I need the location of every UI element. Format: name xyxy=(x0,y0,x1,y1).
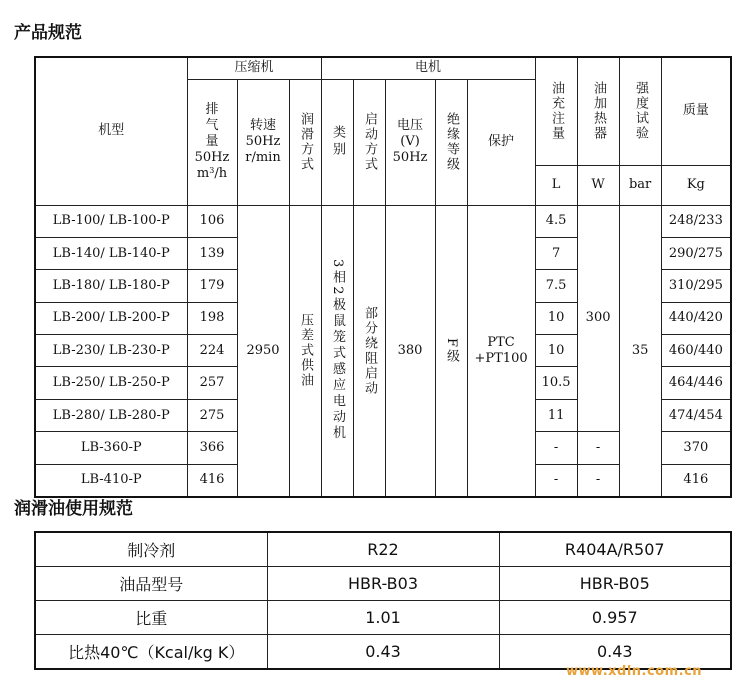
cell-weight: 440/420 xyxy=(661,302,731,334)
cell-model: LB-280/ LB-280-P xyxy=(35,399,187,431)
oil-row-label: 制冷剂 xyxy=(35,532,267,567)
oil-cell-r22: 0.43 xyxy=(267,635,499,670)
cell-oil-charge: - xyxy=(535,432,577,464)
cell-oil-heater: 300 xyxy=(577,205,619,432)
oil-cell-r404a: 0.957 xyxy=(499,601,731,635)
oil-cell-r404a: 0.43 xyxy=(499,635,731,670)
cell-start-method: 部分绕阻启动 xyxy=(353,205,385,497)
cell-model: LB-180/ LB-180-P xyxy=(35,270,187,302)
cell-weight: 460/440 xyxy=(661,335,731,367)
unit-weight: Kg xyxy=(661,165,731,205)
oil-cell-r404a: R404A/R507 xyxy=(499,532,731,567)
spec-section-title: 产品规范 xyxy=(14,23,82,43)
header-voltage: 电压 (V) 50Hz xyxy=(385,79,435,205)
header-motor-type: 类别 xyxy=(321,79,353,205)
header-oil-charge: 油充注量 xyxy=(535,57,577,165)
cell-displacement: 257 xyxy=(187,367,237,399)
cell-speed: 2950 xyxy=(237,205,289,497)
cell-weight: 310/295 xyxy=(661,270,731,302)
oil-cell-r22: 1.01 xyxy=(267,601,499,635)
header-start-method: 启动方式 xyxy=(353,79,385,205)
header-model: 机型 xyxy=(35,57,187,205)
cell-displacement: 416 xyxy=(187,464,237,497)
cell-motor-type: 3相2极鼠笼式感应电动机 xyxy=(321,205,353,497)
lubricant-spec-table xyxy=(34,531,732,670)
product-spec-table xyxy=(34,56,732,498)
header-oil-heater: 油加热器 xyxy=(577,57,619,165)
watermark: www.xdln.com.cn xyxy=(566,664,703,679)
cell-protection: PTC +PT100 xyxy=(467,205,535,497)
cell-oil-charge: 7 xyxy=(535,237,577,269)
table-row xyxy=(35,601,731,635)
oil-cell-r22: HBR-B03 xyxy=(267,567,499,601)
table-row xyxy=(35,567,731,601)
cell-oil-charge: 11 xyxy=(535,399,577,431)
cell-weight: 290/275 xyxy=(661,237,731,269)
header-speed: 转速 50Hz r/min xyxy=(237,79,289,205)
cell-weight: 416 xyxy=(661,464,731,497)
header-motor: 电机 xyxy=(321,57,535,79)
unit-oil-charge: L xyxy=(535,165,577,205)
header-lubrication: 润滑方式 xyxy=(289,79,321,205)
cell-oil-charge: 10 xyxy=(535,302,577,334)
cell-displacement: 366 xyxy=(187,432,237,464)
table-row xyxy=(35,205,731,237)
cell-model: LB-410-P xyxy=(35,464,187,497)
cell-weight: 474/454 xyxy=(661,399,731,431)
oil-section-title: 润滑油使用规范 xyxy=(14,499,133,519)
cell-oil-charge: 10 xyxy=(535,335,577,367)
cell-displacement: 139 xyxy=(187,237,237,269)
cell-weight: 370 xyxy=(661,432,731,464)
cell-weight: 464/446 xyxy=(661,367,731,399)
header-insulation: 绝缘等级 xyxy=(435,79,467,205)
cell-lubrication: 压差式供油 xyxy=(289,205,321,497)
cell-oil-charge: - xyxy=(535,464,577,497)
cell-oil-heater: - xyxy=(577,464,619,497)
cell-weight: 248/233 xyxy=(661,205,731,237)
header-protection: 保护 xyxy=(467,79,535,205)
oil-cell-r404a: HBR-B05 xyxy=(499,567,731,601)
header-strength-test: 强度试验 xyxy=(619,57,661,165)
header-weight: 质量 xyxy=(661,57,731,165)
cell-voltage: 380 xyxy=(385,205,435,497)
cell-model: LB-250/ LB-250-P xyxy=(35,367,187,399)
header-compressor: 压缩机 xyxy=(187,57,321,79)
cell-model: LB-100/ LB-100-P xyxy=(35,205,187,237)
cell-oil-charge: 10.5 xyxy=(535,367,577,399)
oil-cell-r22: R22 xyxy=(267,532,499,567)
cell-displacement: 275 xyxy=(187,399,237,431)
unit-oil-heater: W xyxy=(577,165,619,205)
cell-insulation: F级 xyxy=(435,205,467,497)
cell-displacement: 198 xyxy=(187,302,237,334)
cell-model: LB-230/ LB-230-P xyxy=(35,335,187,367)
table-row xyxy=(35,532,731,567)
unit-strength-test: bar xyxy=(619,165,661,205)
cell-model: LB-140/ LB-140-P xyxy=(35,237,187,269)
oil-row-label: 比重 xyxy=(35,601,267,635)
cell-model: LB-200/ LB-200-P xyxy=(35,302,187,334)
oil-row-label: 油品型号 xyxy=(35,567,267,601)
cell-oil-heater: - xyxy=(577,432,619,464)
cell-strength: 35 xyxy=(619,205,661,497)
cell-displacement: 224 xyxy=(187,335,237,367)
cell-displacement: 179 xyxy=(187,270,237,302)
cell-oil-charge: 7.5 xyxy=(535,270,577,302)
cell-oil-charge: 4.5 xyxy=(535,205,577,237)
header-displacement: 排气量 50Hz $m^3/h$ xyxy=(187,79,237,205)
cell-model: LB-360-P xyxy=(35,432,187,464)
cell-displacement: 106 xyxy=(187,205,237,237)
oil-row-label: 比热40℃（Kcal/kg K） xyxy=(35,635,267,670)
